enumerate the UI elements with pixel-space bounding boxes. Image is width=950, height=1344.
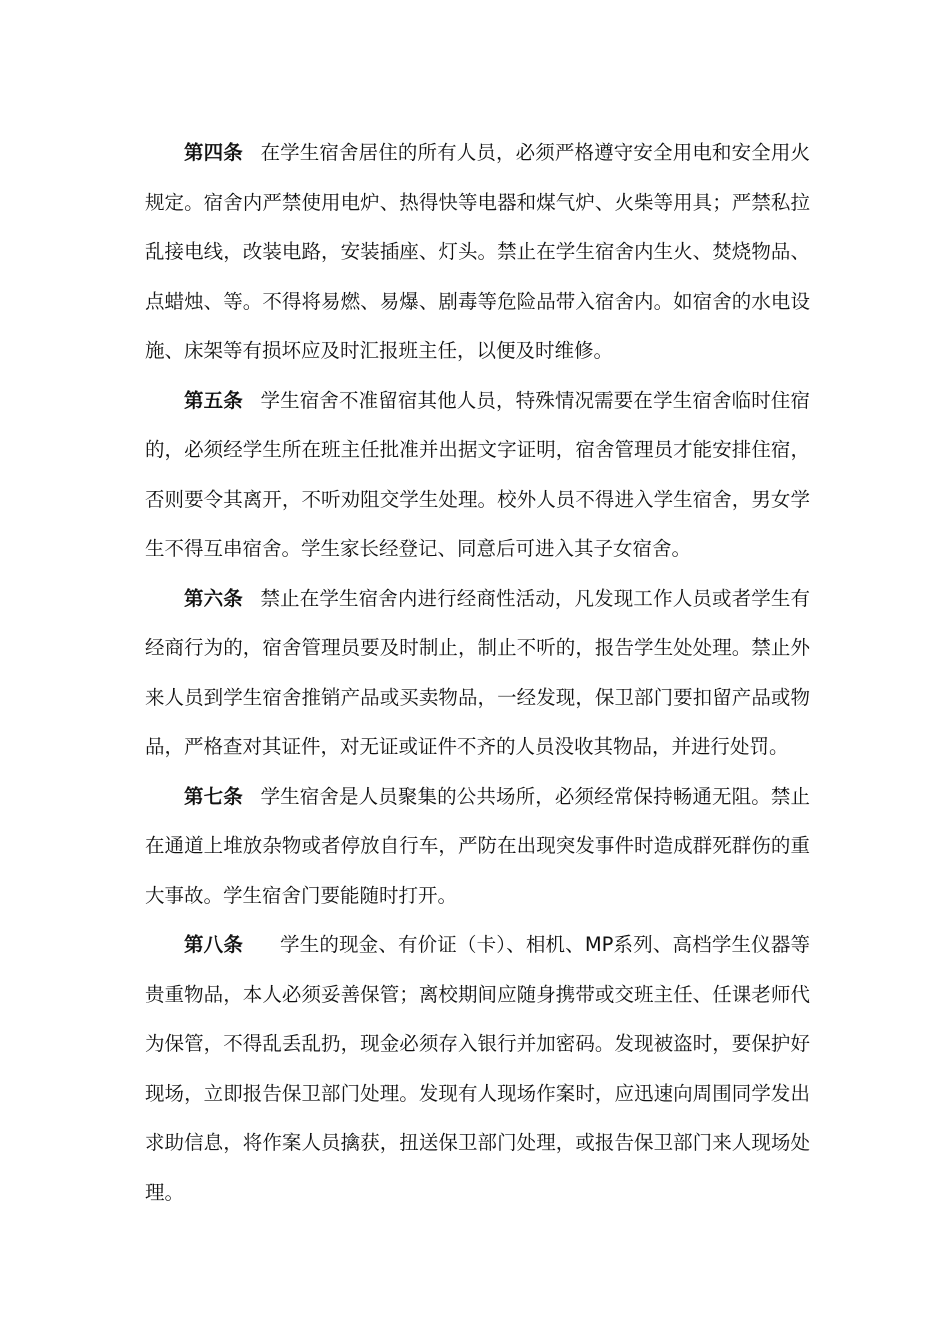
article-text: 禁止在学生宿舍内进行经商性活动，凡发现工作人员或者学生有经商行为的，宿舍管理员要及时制止，制止不听的，报告学生处处理。禁止外来人员到学生宿舍推销产品或买卖物品，一经发现，保卫部门要扣留产品或物品，严格查对其证件，对无证或证件不齐的人员没收其物品，并进行处罚。 — [145, 586, 810, 758]
article-number: 第六条 — [184, 586, 243, 610]
article-number: 第四条 — [184, 141, 243, 164]
article-6 — [145, 574, 810, 772]
article-number: 第五条 — [184, 388, 243, 412]
article-number: 第七条 — [184, 784, 243, 808]
article-text: 学生宿舍是人员聚集的公共场所，必须经常保持畅通无阻。禁止在通道上堆放杂物或者停放自行车，严防在出现突发事件时造成群死群伤的重大事故。学生宿舍门要能随时打开。 — [145, 784, 810, 907]
article-7 — [145, 772, 810, 921]
article-5 — [145, 376, 810, 574]
document-body — [145, 128, 810, 1217]
article-text: 学生的现金、有价证（卡）、相机、MP系列、高档学生仪器等贵重物品，本人必须妥善保管；离校期间应随身携带或交班主任、任课老师代为保管，不得乱丢乱扔，现金必须存入银行并加密码。发现被盗时，要保护好现场，立即报告保卫部门处理。发现有人现场作案时，应迅速向周围同学发出求助信息，将作案人员擒获，扭送保卫部门处理，或报告保卫部门来人现场处理。 — [145, 933, 810, 1204]
article-number: 第八条 — [184, 933, 243, 956]
article-text: 学生宿舍不准留宿其他人员，特殊情况需要在学生宿舍临时住宿的，必须经学生所在班主任批准并出据文字证明，宿舍管理员才能安排住宿，否则要令其离开，不听劝阻交学生处理。校外人员不得进入学生宿舍，男女学生不得互串宿舍。学生家长经登记、同意后可进入其子女宿舍。 — [145, 388, 810, 560]
article-4 — [145, 128, 810, 376]
article-8 — [145, 920, 810, 1217]
article-text: 在学生宿舍居住的所有人员，必须严格遵守安全用电和安全用火规定。宿舍内严禁使用电炉、热得快等电器和煤气炉、火柴等用具；严禁私拉乱接电线，改装电路，安装插座、灯头。禁止在学生宿舍内生火、焚烧物品、点蜡烛、等。不得将易燃、易爆、剧毒等危险品带入宿舍内。如宿舍的水电设施、床架等有损坏应及时汇报班主任，以便及时维修。 — [145, 141, 810, 362]
